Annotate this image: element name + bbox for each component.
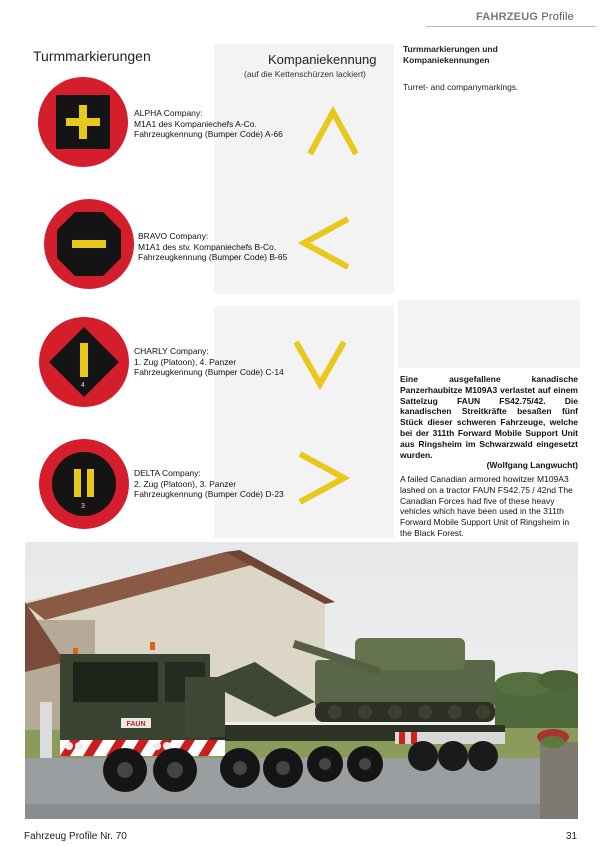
delta-chevron-right-icon	[294, 450, 350, 506]
company-marking-heading: Kompaniekennung	[268, 52, 377, 67]
charly-chevron-down-icon	[292, 338, 348, 390]
turret-markings-heading: Turmmarkierungen	[33, 48, 151, 64]
charly-badge-number: 4	[81, 382, 85, 389]
truck-photo	[25, 542, 578, 819]
charly-turret-badge	[39, 317, 129, 407]
photo-credit: (Wolfgang Langwucht)	[486, 460, 578, 471]
photo-caption-english: A failed Canadian armored howitzer M109A3 lashed on a tractor FAUN FS42.75 / 42nd The Canadian Forces had five of these heavy vehicles which have been used in the 311th Forward Mobile Support Unit of Ringsheim in the Black Forest.	[400, 474, 573, 538]
footer-magazine-issue: Fahrzeug Profile Nr. 70	[24, 831, 127, 842]
diamond-symbol-icon	[39, 317, 129, 407]
footer-page-number: 31	[566, 831, 578, 842]
delta-company-label: DELTA Company: 2. Zug (Platoon), 3. Panzer Fahrzeugkennung (Bumper Code) D-23	[134, 468, 284, 499]
plus-symbol-icon	[38, 77, 128, 167]
alpha-turret-badge	[38, 77, 128, 167]
photo-caption-german: Eine ausgefallene kanadische Panzerhaubitze M109A3 verlastet auf einem Sattelzug FAUN FS42.75/42. Die kanadischen Streitkräfte besaßen fünf Stück dieser schweren Fahrzeuge, welche bei der 311th Forward Mobile Support Unit aus Ringsheim im Schwarzwald eingesetzt wurden. (Wolfgang Langwucht)	[400, 374, 578, 471]
delta-badge-number: 3	[81, 503, 85, 510]
header-title-light: Profile	[541, 11, 574, 23]
company-marking-subheading: (auf die Kettenschürzen lackiert)	[244, 69, 366, 79]
bravo-company-label: BRAVO Company: M1A1 des stv. Kompaniechefs B-Co. Fahrzeugkennung (Bumper Code) B-65	[138, 231, 288, 262]
double-bar-symbol-icon	[39, 439, 129, 529]
alpha-company-label: ALPHA Company: M1A1 des Kompaniechefs A-Co. Fahrzeugkennung (Bumper Code) A-66	[134, 108, 283, 139]
caption-backdrop	[398, 300, 580, 368]
right-column-heading-english: Turret- and companymarkings.	[403, 82, 519, 92]
alpha-chevron-up-icon	[306, 106, 360, 160]
magazine-header	[476, 11, 574, 23]
right-column-heading: Turmmarkierungen und Kompaniekennungen	[403, 44, 498, 65]
charly-company-label: CHARLY Company: 1. Zug (Platoon), 4. Panzer Fahrzeugkennung (Bumper Code) C-14	[134, 346, 284, 377]
header-rule	[426, 26, 596, 27]
bravo-turret-badge	[44, 199, 134, 289]
truck-plate-text: FAUN	[126, 721, 146, 728]
minus-symbol-icon	[44, 199, 134, 289]
bravo-chevron-left-icon	[298, 215, 354, 271]
delta-turret-badge	[39, 439, 129, 529]
header-title-bold: FAHRZEUG	[476, 11, 539, 23]
